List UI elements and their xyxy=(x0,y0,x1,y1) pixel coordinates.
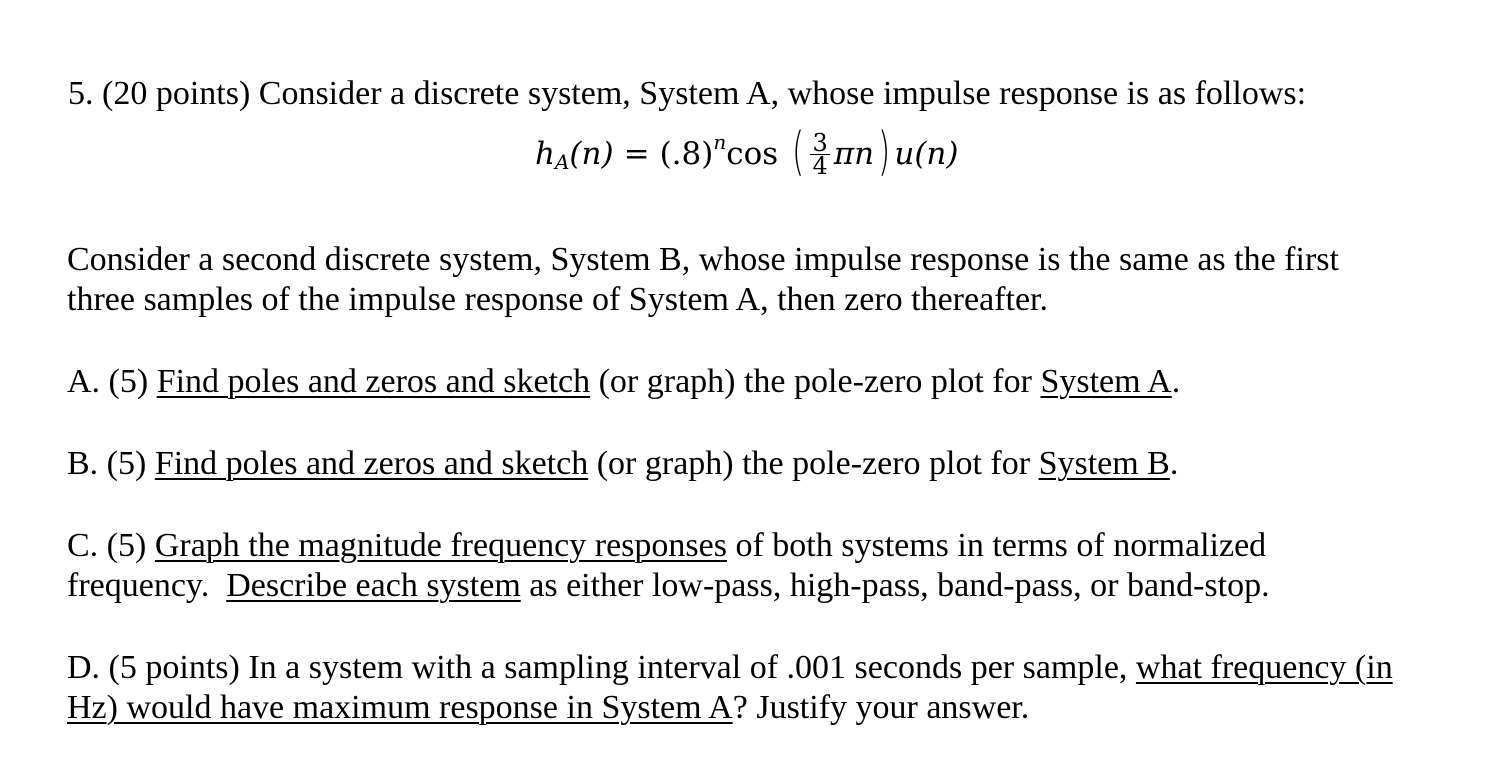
part-d-underline-1: what frequency (in xyxy=(1135,649,1393,686)
part-a-prefix: A. (5) xyxy=(67,363,157,400)
part-b xyxy=(67,444,1178,484)
part-b-mid: (or graph) the pole-zero plot for xyxy=(588,445,1039,482)
part-b-underline-1: Find poles and zeros and sketch xyxy=(154,445,589,482)
part-b-end: . xyxy=(1169,445,1179,482)
eq-cos: cos xyxy=(726,136,779,172)
eq-fn: h xyxy=(535,136,555,172)
part-c-line2 xyxy=(67,566,1270,606)
problem-title: 5. (20 points) Consider a discrete system, System A, whose impulse response is as follows: xyxy=(68,75,1307,112)
eq-arg: (n) xyxy=(569,136,614,172)
part-c-mid: of both systems in terms of normalized xyxy=(726,527,1267,564)
part-c xyxy=(67,526,1270,606)
part-d-line2 xyxy=(67,688,1393,728)
system-b-line2: three samples of the impulse response of System A, then zero thereafter. xyxy=(67,281,1048,318)
eq-close-paren: ) xyxy=(878,122,891,182)
eq-pi-n: πn xyxy=(833,136,875,172)
part-c-underline-1: Graph the magnitude frequency responses xyxy=(154,527,727,564)
system-b-line1: Consider a second discrete system, System B, whose impulse response is the same as the first xyxy=(67,241,1339,278)
eq-fraction xyxy=(810,128,829,180)
part-d-underline-2: Hz) would have maximum response in System A xyxy=(67,689,733,726)
part-a-underline-2: System A xyxy=(1040,363,1172,400)
eq-frac-den: 4 xyxy=(812,151,828,180)
part-b-prefix: B. (5) xyxy=(67,445,155,482)
part-a-mid: (or graph) the pole-zero plot for xyxy=(590,363,1041,400)
eq-open-paren: ( xyxy=(792,122,805,182)
part-a-underline-1: Find poles and zeros and sketch xyxy=(156,363,591,400)
part-d-line2-end: ? Justify your answer. xyxy=(732,689,1030,726)
eq-sub: A xyxy=(554,150,570,174)
eq-base: (.8) xyxy=(659,136,714,172)
part-b-underline-2: System B xyxy=(1038,445,1170,482)
part-d-line1-start: D. (5 points) In a system with a sampling interval of .001 seconds per sample, xyxy=(67,649,1136,686)
eq-frac-num: 3 xyxy=(812,128,828,157)
part-c-line2-end: as either low-pass, high-pass, band-pass, or band-stop. xyxy=(520,567,1270,604)
impulse-response-equation xyxy=(535,118,959,190)
part-a-end: . xyxy=(1171,363,1181,400)
part-c-prefix: C. (5) xyxy=(67,527,155,564)
part-c-underline-2: Describe each system xyxy=(226,567,521,604)
system-b-description xyxy=(67,240,1339,320)
eq-equals: = xyxy=(623,136,650,172)
part-c-line1 xyxy=(67,526,1270,566)
eq-exp: n xyxy=(713,130,727,154)
part-d-line1 xyxy=(67,648,1393,688)
part-c-line2-start: frequency. xyxy=(67,567,227,604)
eq-step: u(n) xyxy=(894,136,959,172)
part-d xyxy=(67,648,1393,728)
part-a xyxy=(67,362,1180,402)
